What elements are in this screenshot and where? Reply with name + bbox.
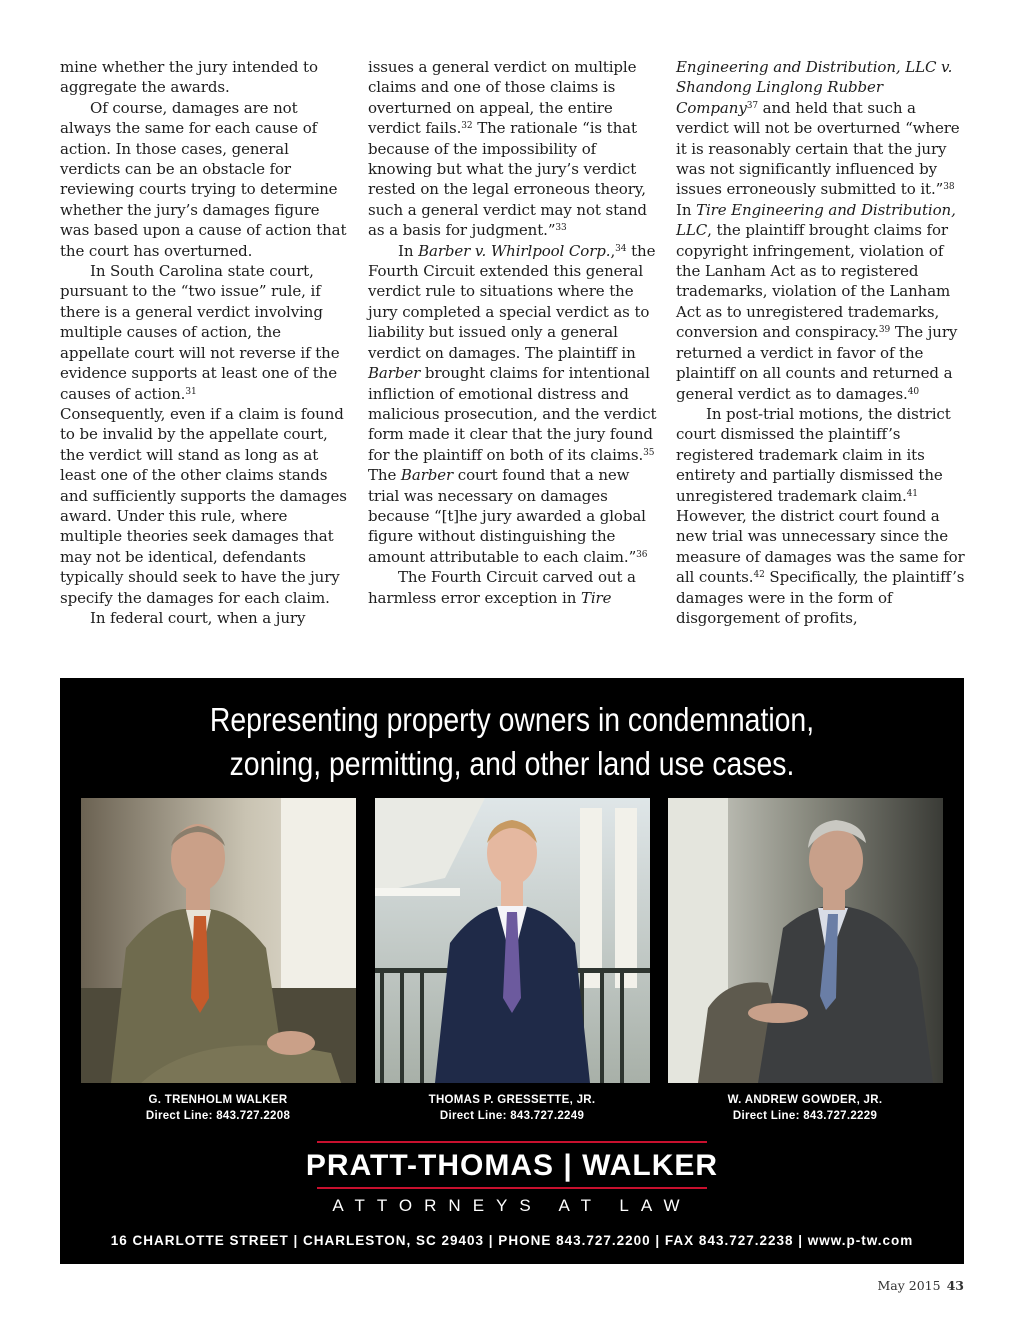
paragraph: Of course, damages are not always the same for each cause of action. In those cases, general verdicts can be an obstacle for reviewing courts trying to determine whether the jury’s damages figure was based upon a cause of action that the court has overturned. (60, 98, 347, 260)
paragraph: In Barber v. Whirlpool Corp.,$^{34}$ the Fourth Circuit extended this general verdict rule to situations where the jury completed a special verdict as to liability but issued only a general verdict on damages. The plaintiff in Barber brought claims for intentional infliction of emotional distress and malicious prosecution, and the verdict form made it clear that the jury found for the plaintiff on both of its claims.$^{35}$ The Barber court found that a new trial was necessary on damages because “[t]he jury awarded a global figure without distinguishing the amount attributable to each claim.”$^{36}$ (368, 241, 657, 566)
case-name: Barber v. Whirlpool Corp. (418, 241, 611, 260)
paragraph: In federal court, when a jury (90, 608, 306, 627)
case-name: Tire (580, 588, 612, 607)
attorney-photo-gowder (668, 798, 943, 1083)
footnote-ref: 39 (878, 325, 891, 336)
ad-headline-line-1: Representing property owners in condemnation, (209, 701, 815, 738)
attorney-phone: Direct Line: 843.727.2249 (439, 1110, 585, 1122)
paragraph: issues a general verdict on multiple claims and one of those claims is overturned on appeal, the entire verdict fails.$^{32}$ The rationale “is that because of the impossibility of knowing but what the jury’s verdict rested on the legal erroneous theory, such a general verdict may not stand as a basis for judgment.”$^{33}$ (368, 58, 647, 240)
paragraph: In South Carolina state court, pursuant to the “two issue” rule, if there is a general verdict involving multiple causes of action, the appellate court will not reverse if the evidence supports at least one of the causes of action.$^{31}$ (60, 262, 340, 403)
issue-date: May 2015 (877, 1278, 941, 1293)
law-firm-advertisement (60, 678, 964, 1264)
divider (317, 1187, 707, 1189)
attorney-caption (73, 1092, 363, 1124)
article-column-2 (368, 57, 658, 608)
footnote-ref: 33 (555, 223, 567, 234)
paragraph: Engineering and Distribution, LLC v. Shandong Linglong Rubber Company$^{37}$ and held that such a verdict will not be overturned “where it is reasonably certain that the jury was not significantly influenced by issues erroneously submitted to it.”$^{38}$ In Tire Engineering and Distribution, LLC, the plaintiff brought claims for copyright infringement, violation of the Lanham Act as to registered trademarks, violation of the Lanham Act as to unregistered trademarks, conversion and conspiracy.$^{39}$ The jury returned a verdict in favor of the plaintiff on all counts and returned a general verdict as to damages.$^{40}$ (676, 58, 960, 403)
attorney-name: G. TRENHOLM WALKER (148, 1094, 288, 1106)
ad-headline-line-2: zoning, permitting, and other land use cases. (229, 745, 795, 782)
footnote-ref: 32 (461, 121, 473, 132)
footnote-ref: 31 (185, 386, 197, 397)
attorney-caption (660, 1092, 950, 1124)
footnote-ref: 34 (615, 243, 627, 254)
page-number: 43 (946, 1278, 964, 1293)
attorney-photo-walker (81, 798, 356, 1083)
footnote-ref: 40 (907, 386, 919, 397)
paragraph: In post-trial motions, the district court dismissed the plaintiff’s registered trademark claim in its entirety and partially dismissed the unregistered trademark claim.$^{41}$ However, the district court found a new trial was unnecessary since the measure of damages was the same for all counts.$^{42}$ Specifically, the plaintiff’s damages were in the form of disgorgement of profits, (676, 404, 965, 627)
firm-tagline: ATTORNEYS AT LAW (332, 1196, 692, 1215)
paragraph: mine whether the jury intended to aggregate the awards. (60, 58, 318, 97)
case-name: Tire Engineering and Distribution, LLC (676, 200, 956, 240)
case-name: Barber (400, 466, 454, 485)
footnote-ref: 41 (906, 488, 918, 499)
page-footer (877, 1278, 964, 1293)
attorney-name: W. ANDREW GOWDER, JR. (727, 1094, 883, 1106)
paragraph: The Fourth Circuit carved out a harmless error exception in Tire (368, 568, 636, 607)
divider (317, 1141, 707, 1143)
footnote-ref: 38 (943, 182, 955, 193)
footnote-ref: 36 (636, 549, 648, 560)
firm-address: 16 CHARLOTTE STREET | CHARLESTON, SC 29403 | PHONE 843.727.2200 | FAX 843.727.2238 | www.p-tw.com (110, 1233, 914, 1248)
case-name: Barber (368, 364, 421, 383)
attorney-phone: Direct Line: 843.727.2208 (145, 1110, 291, 1122)
attorney-caption (367, 1092, 657, 1124)
case-name: Engineering and Distribution, LLC v. Shandong Linglong Rubber Company (676, 58, 953, 117)
footnote-ref: 35 (643, 447, 655, 458)
footnote-ref: 42 (753, 570, 765, 581)
paragraph: Consequently, even if a claim is found to be invalid by the appellate court, the verdict will stand as long as at least one of the other claims stands and sufficiently supports the damages award. Under this rule, where multiple theories seek damages that may not be identical, defendants typically should seek to have the jury specify the damages for each claim. (60, 404, 347, 607)
footnote-ref: 37 (746, 100, 758, 111)
attorney-phone: Direct Line: 843.727.2229 (732, 1110, 878, 1122)
article-column-1 (60, 57, 350, 628)
attorney-name: THOMAS P. GRESSETTE, JR. (428, 1094, 596, 1106)
article-column-3 (676, 57, 966, 628)
firm-name: PRATT-THOMAS | WALKER (305, 1149, 719, 1182)
attorney-photo-gressette (375, 798, 650, 1083)
